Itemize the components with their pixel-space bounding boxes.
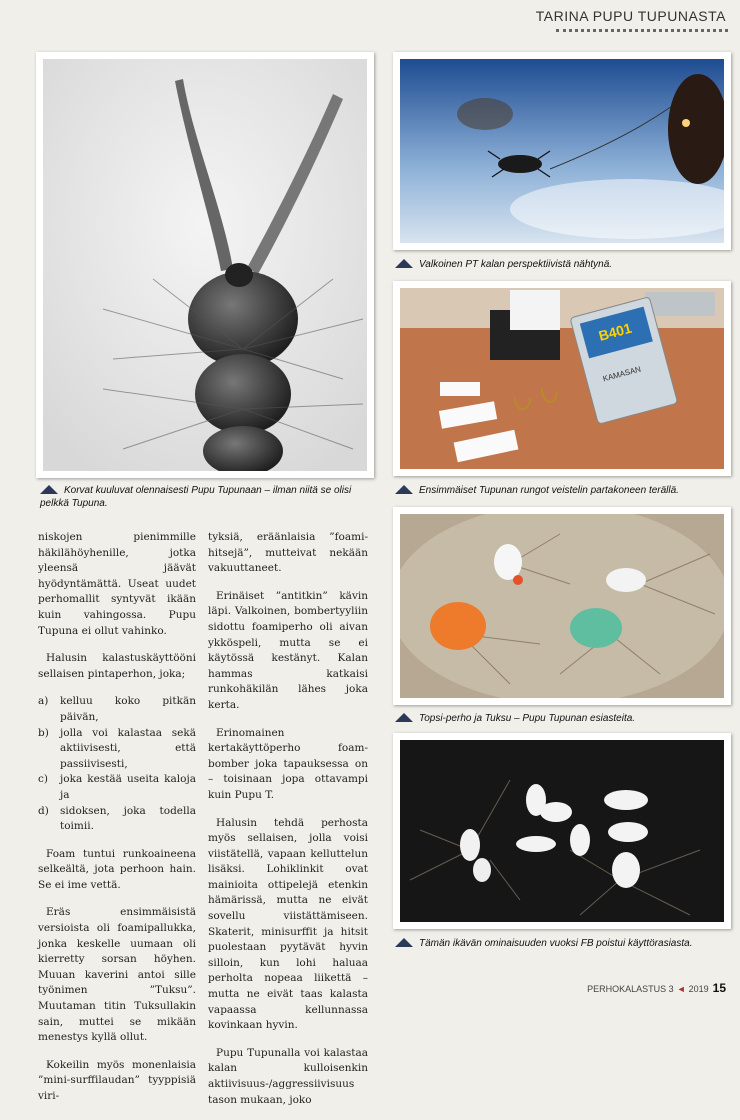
page-number: 15 [712, 981, 726, 995]
text-column-1 [38, 530, 196, 1117]
col2-paragraph-2: Erinäiset ”antitkin” kävin läpi. Valkoinen, bombertyyliin sidottu foamiperho oli aivan ykköspeli, mutta se ei käytössä kestänyt. Kalan hammas katkaisi runkohäkilän lähes joka kerta. [208, 589, 368, 711]
caption-razor: Ensimmäiset Tupunan rungot veistelin partakoneen terällä. [395, 484, 730, 497]
issue-year: 2019 [688, 984, 709, 994]
photo-topsi [393, 507, 731, 705]
main-fly-image [43, 59, 367, 471]
page-footer [587, 981, 726, 995]
list-item: a) kelluu koko pitkän päivän, [38, 695, 196, 723]
list-item: c) joka kestää useita kaloja ja [38, 773, 196, 801]
section-header: TARINA PUPU TUPUNASTA [535, 8, 726, 24]
caption-triangle-icon [395, 259, 413, 268]
photo-razor [393, 281, 731, 476]
col2-paragraph-3: Erinomainen kertakäyttöperho foam-bomber joka tapauksessa on – toisinaan jopa ottavampi kuin Pupu T. [208, 726, 368, 801]
caption-triangle-icon [395, 938, 413, 947]
caption-triangle-icon [40, 485, 58, 494]
text-column-2 [208, 530, 368, 1120]
photo-sky [393, 52, 731, 250]
caption-main-fly: Korvat kuuluvat olennaisesti Pupu Tupunaan – ilman niitä se olisi pelkkä Tupuna. [40, 485, 352, 509]
col1-paragraph-2: Halusin kalastuskäyttööni sellaisen pintaperhon, joka; [38, 652, 196, 680]
col2-paragraph-5: Pupu Tupunalla voi kalastaa kalan kulloisenkin aktiivisuus-/aggressiivisuus tason mukaan, joko [208, 1046, 368, 1106]
list-item: b) jolla voi kalastaa sekä aktiivisesti, että passiivisesti, [38, 726, 196, 770]
fb-image [400, 740, 724, 922]
fish-logo-icon: ◄ [676, 984, 686, 994]
header-dotted-rule [556, 29, 728, 32]
hook-box-label: B401 [596, 319, 634, 344]
topsi-image [400, 514, 724, 698]
caption-triangle-icon [395, 713, 413, 722]
caption-topsi: Topsi-perho ja Tuksu – Pupu Tupunan esiasteita. [395, 712, 730, 725]
col1-paragraph-3: Foam tuntui runkoaineena selkeältä, jota perhoon hain. Se ei ime vettä. [38, 847, 196, 891]
col1-paragraph-1: niskojen pienimmille häkilähöyhenille, jotka yleensä jäävät hyödyntämättä. Useat uudet perhomallit syntyvät ikään kuin vahingossa. Pupu Tupuna ei ollut vahinko. [38, 531, 196, 637]
col2-paragraph-1: tyksiä, eräänlaisia ”foami-hitsejä”, mutteivat nekään vakuuttaneet. [208, 531, 368, 575]
col2-paragraph-4: Halusin tehdä perhosta myös sellaisen, jolla voisi viistätellä, vapaan kelluttelun lisäksi. Lohiklinkit ovat mainioita ottipelejä etenkin hämärissä, mutta ne eivät sovellu viistättämiseen. Skaterit, minisurffit ja hitsit puolestaan pyytävät hyvin silloin, kun lohi haluaa perholta nopeaa liikettä – mutta ne eivät taas kalasta vapaassa kellunnassa kovinkaan hyvin. [208, 816, 368, 1032]
caption-sky: Valkoinen PT kalan perspektiivistä nähtynä. [395, 258, 730, 271]
caption-triangle-icon [395, 485, 413, 494]
col1-paragraph-4: Eräs ensimmäisistä versioista oli foamipallukka, jonka keskelle uumaan oli kierretty sorsan höyhen. Muuan kaverini antoi sille työnimen ”Tuksu”. Muutaman titin Tuksullakin sain, muttei se mikään menestys kyllä ollut. [38, 906, 196, 1044]
photo-fb [393, 733, 731, 929]
hook-box-brand: KAMASAN [601, 364, 642, 384]
list-item: d) sidoksen, joka todella toimii. [38, 804, 196, 833]
razor-image [400, 288, 724, 469]
photo-main-fly [36, 52, 374, 478]
col1-paragraph-5: Kokeilin myös monenlaisia ”mini-surffilaudan” tyyppisiä viri- [38, 1058, 196, 1102]
sky-image [400, 59, 724, 243]
requirements-list [38, 694, 196, 834]
magazine-name: PERHOKALASTUS 3 [587, 984, 674, 994]
caption-fb: Tämän ikävän ominaisuuden vuoksi FB poistui käyttörasiasta. [395, 937, 730, 950]
